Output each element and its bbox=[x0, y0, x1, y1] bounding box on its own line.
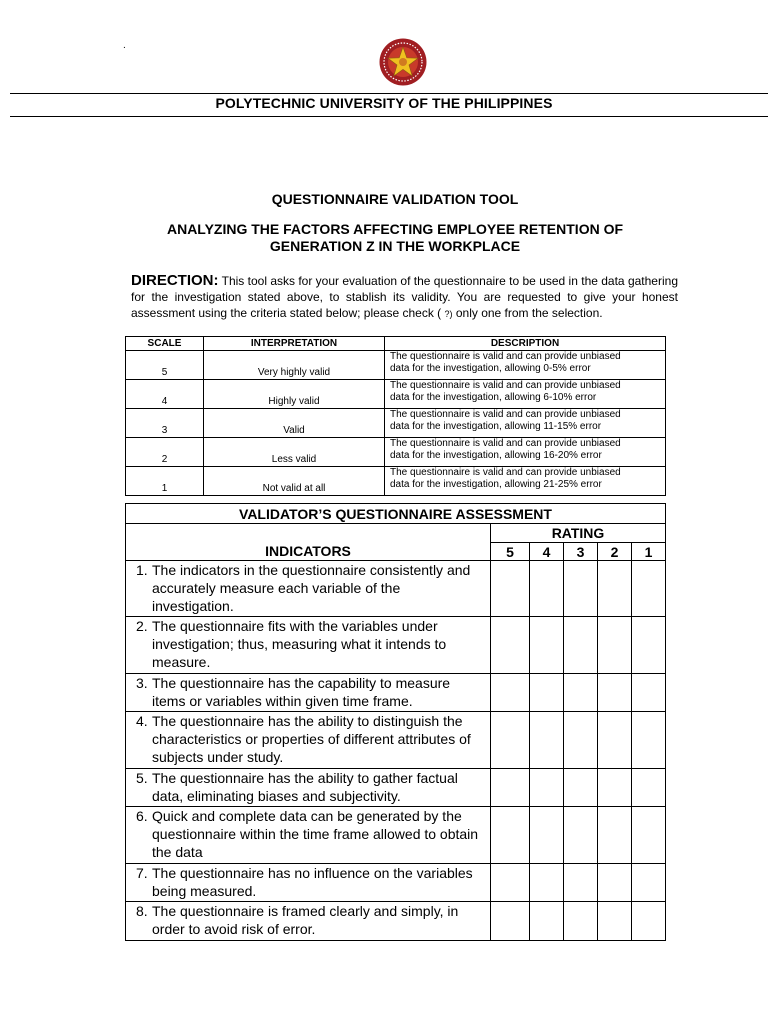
rating-checkbox-4[interactable] bbox=[530, 807, 564, 863]
rating-checkbox-5[interactable] bbox=[491, 807, 530, 863]
indicator-number: 3. bbox=[136, 674, 148, 691]
rating-number-3: 3 bbox=[564, 543, 598, 561]
indicator-cell bbox=[126, 617, 491, 673]
direction-text-1: This tool asks for your evaluation of the questionnaire to be used in the data gathering for the investigation stated above, to stablish its validity. You are requested to give your honest assessment using the criteria stated below; please check ( bbox=[131, 274, 678, 320]
rating-checkbox-2[interactable] bbox=[598, 863, 632, 902]
direction-paragraph bbox=[131, 273, 678, 322]
stray-mark: . bbox=[123, 40, 126, 51]
rating-checkbox-4[interactable] bbox=[530, 673, 564, 712]
description-value bbox=[385, 438, 666, 467]
indicator-row bbox=[126, 902, 666, 941]
description-line-1: The questionnaire is valid and can provide unbiased bbox=[390, 409, 621, 420]
indicator-number: 5. bbox=[136, 769, 148, 786]
check-glyph: ?) bbox=[444, 309, 453, 319]
direction-lead: DIRECTION: bbox=[131, 272, 219, 289]
interpretation-value: Highly valid bbox=[204, 380, 385, 409]
indicator-text: The questionnaire has the ability to gather factual data, eliminating biases and subjectivity. bbox=[152, 769, 458, 804]
indicator-text: The questionnaire has the capability to measure items or variables within given time frame. bbox=[152, 674, 451, 709]
rating-checkbox-2[interactable] bbox=[598, 768, 632, 807]
description-value bbox=[385, 351, 666, 380]
scale-row bbox=[126, 351, 666, 380]
rating-number-1: 1 bbox=[632, 543, 666, 561]
indicators-header: INDICATORS bbox=[126, 524, 491, 561]
rating-checkbox-1[interactable] bbox=[632, 561, 666, 617]
tool-title: QUESTIONNAIRE VALIDATION TOOL bbox=[271, 191, 519, 207]
rating-checkbox-1[interactable] bbox=[632, 863, 666, 902]
rating-checkbox-3[interactable] bbox=[564, 768, 598, 807]
interpretation-value: Less valid bbox=[204, 438, 385, 467]
interpretation-value: Valid bbox=[204, 409, 385, 438]
rating-checkbox-5[interactable] bbox=[491, 712, 530, 768]
indicator-row bbox=[126, 807, 666, 863]
rating-checkbox-1[interactable] bbox=[632, 712, 666, 768]
header-top-rule bbox=[10, 93, 768, 94]
indicator-row bbox=[126, 561, 666, 617]
indicator-number: 7. bbox=[136, 864, 148, 881]
description-line-1: The questionnaire is valid and can provide unbiased bbox=[390, 467, 621, 478]
indicator-text: The questionnaire is framed clearly and simply, in order to avoid risk of error. bbox=[152, 903, 459, 938]
indicator-row bbox=[126, 863, 666, 902]
description-value bbox=[385, 380, 666, 409]
rating-checkbox-3[interactable] bbox=[564, 712, 598, 768]
rating-checkbox-5[interactable] bbox=[491, 902, 530, 941]
header-bottom-rule bbox=[10, 116, 768, 117]
rating-checkbox-1[interactable] bbox=[632, 807, 666, 863]
indicator-row bbox=[126, 617, 666, 673]
description-line-1: The questionnaire is valid and can provide unbiased bbox=[390, 438, 621, 449]
study-title bbox=[0, 221, 768, 255]
description-line-2: data for the investigation, allowing 0-5% error bbox=[390, 363, 591, 374]
rating-checkbox-2[interactable] bbox=[598, 902, 632, 941]
indicator-row bbox=[126, 768, 666, 807]
rating-checkbox-1[interactable] bbox=[632, 673, 666, 712]
scale-value: 2 bbox=[126, 438, 204, 467]
rating-checkbox-5[interactable] bbox=[491, 768, 530, 807]
indicator-cell bbox=[126, 673, 491, 712]
rating-checkbox-5[interactable] bbox=[491, 863, 530, 902]
interpretation-value: Not valid at all bbox=[204, 467, 385, 496]
rating-checkbox-4[interactable] bbox=[530, 863, 564, 902]
rating-checkbox-3[interactable] bbox=[564, 902, 598, 941]
interpretation-value: Very highly valid bbox=[204, 351, 385, 380]
rating-checkbox-1[interactable] bbox=[632, 768, 666, 807]
scale-header: SCALE bbox=[126, 337, 204, 351]
rating-checkbox-3[interactable] bbox=[564, 807, 598, 863]
rating-number-4: 4 bbox=[530, 543, 564, 561]
scale-row bbox=[126, 380, 666, 409]
rating-checkbox-3[interactable] bbox=[564, 673, 598, 712]
indicator-cell bbox=[126, 768, 491, 807]
rating-checkbox-2[interactable] bbox=[598, 807, 632, 863]
rating-checkbox-4[interactable] bbox=[530, 617, 564, 673]
university-seal-icon bbox=[379, 38, 427, 86]
rating-checkbox-3[interactable] bbox=[564, 561, 598, 617]
rating-checkbox-2[interactable] bbox=[598, 561, 632, 617]
indicator-number: 8. bbox=[136, 903, 148, 920]
description-line-1: The questionnaire is valid and can provide unbiased bbox=[390, 351, 621, 362]
description-header: DESCRIPTION bbox=[385, 337, 666, 351]
rating-checkbox-4[interactable] bbox=[530, 561, 564, 617]
rating-checkbox-1[interactable] bbox=[632, 902, 666, 941]
indicator-text: Quick and complete data can be generated by the questionnaire within the time frame allowed to obtain the data bbox=[152, 808, 479, 860]
rating-checkbox-4[interactable] bbox=[530, 768, 564, 807]
rating-checkbox-4[interactable] bbox=[530, 902, 564, 941]
indicator-cell bbox=[126, 863, 491, 902]
indicator-text: The questionnaire has the ability to distinguish the characteristics or properties of different attributes of subjects under study. bbox=[152, 713, 471, 765]
indicator-number: 6. bbox=[136, 808, 148, 825]
indicator-row bbox=[126, 712, 666, 768]
assessment-table bbox=[125, 503, 666, 941]
scale-row bbox=[126, 467, 666, 496]
indicator-number: 2. bbox=[136, 618, 148, 635]
description-value bbox=[385, 467, 666, 496]
indicator-number: 4. bbox=[136, 713, 148, 730]
study-title-line-2: GENERATION Z IN THE WORKPLACE bbox=[269, 238, 521, 254]
description-value bbox=[385, 409, 666, 438]
indicator-text: The questionnaire has no influence on the variables being measured. bbox=[152, 864, 473, 899]
rating-checkbox-5[interactable] bbox=[491, 673, 530, 712]
indicator-cell bbox=[126, 561, 491, 617]
indicator-text: The indicators in the questionnaire consistently and accurately measure each variable of the investigation. bbox=[152, 562, 471, 614]
scale-row bbox=[126, 438, 666, 467]
university-name: POLYTECHNIC UNIVERSITY OF THE PHILIPPINES bbox=[215, 95, 553, 111]
rating-checkbox-3[interactable] bbox=[564, 617, 598, 673]
rating-checkbox-1[interactable] bbox=[632, 617, 666, 673]
rating-checkbox-2[interactable] bbox=[598, 712, 632, 768]
indicator-cell bbox=[126, 807, 491, 863]
description-line-1: The questionnaire is valid and can provide unbiased bbox=[390, 380, 621, 391]
rating-header: RATING bbox=[491, 524, 666, 543]
rating-checkbox-2[interactable] bbox=[598, 673, 632, 712]
rating-number-2: 2 bbox=[598, 543, 632, 561]
rating-checkbox-2[interactable] bbox=[598, 617, 632, 673]
scale-value: 4 bbox=[126, 380, 204, 409]
interpretation-header: INTERPRETATION bbox=[204, 337, 385, 351]
scale-value: 5 bbox=[126, 351, 204, 380]
scale-row bbox=[126, 409, 666, 438]
scale-value: 3 bbox=[126, 409, 204, 438]
rating-checkbox-4[interactable] bbox=[530, 712, 564, 768]
description-line-2: data for the investigation, allowing 11-15% error bbox=[390, 421, 602, 432]
description-line-2: data for the investigation, allowing 16-20% error bbox=[390, 450, 602, 461]
description-line-2: data for the investigation, allowing 21-25% error bbox=[390, 479, 602, 490]
indicator-text: The questionnaire fits with the variables under investigation; thus, measuring what it intends to measure. bbox=[152, 618, 447, 670]
rating-number-5: 5 bbox=[491, 543, 530, 561]
indicator-row bbox=[126, 673, 666, 712]
direction-text-2: only one from the selection. bbox=[452, 306, 603, 320]
scale-table-header bbox=[126, 337, 666, 351]
scale-table bbox=[125, 336, 666, 496]
indicator-cell bbox=[126, 902, 491, 941]
scale-value: 1 bbox=[126, 467, 204, 496]
assessment-title: VALIDATOR’S QUESTIONNAIRE ASSESSMENT bbox=[126, 504, 666, 524]
description-line-2: data for the investigation, allowing 6-10% error bbox=[390, 392, 597, 403]
indicator-cell bbox=[126, 712, 491, 768]
rating-checkbox-5[interactable] bbox=[491, 617, 530, 673]
rating-checkbox-3[interactable] bbox=[564, 863, 598, 902]
rating-checkbox-5[interactable] bbox=[491, 561, 530, 617]
study-title-line-1: ANALYZING THE FACTORS AFFECTING EMPLOYEE RETENTION OF bbox=[166, 221, 624, 237]
indicator-number: 1. bbox=[136, 562, 148, 578]
